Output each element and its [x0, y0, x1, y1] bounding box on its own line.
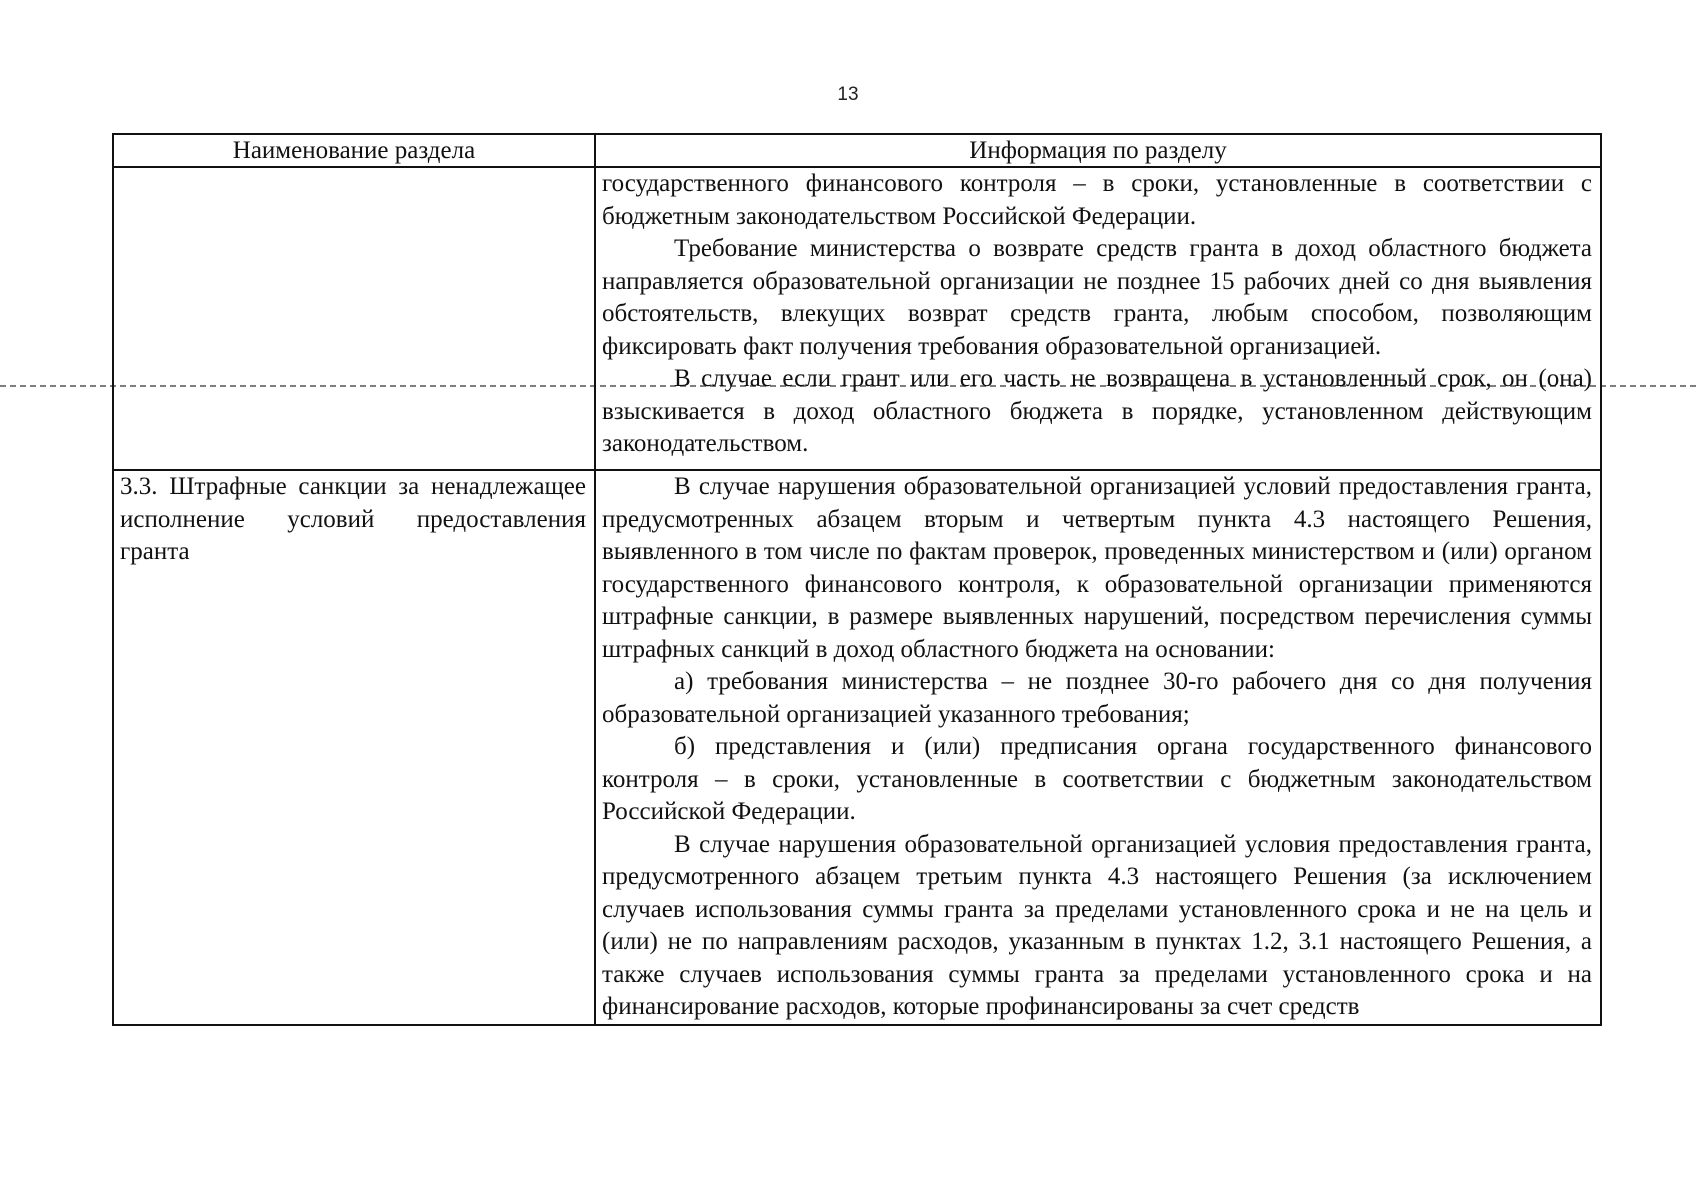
table-header-row — [113, 134, 1601, 167]
paragraph: Требование министерства о возврате средств гранта в доход областного бюджета направляется образовательной организации не позднее 15 рабочих дней со дня выявления обстоятельств, влекущих возврат средств гранта, любым способом, позволяющим фиксировать факт получения требования образовательной организацией. — [602, 235, 1592, 360]
paragraph: В случае нарушения образовательной организацией условий предоставления гранта, предусмотренных абзацем вторым и четвертым пункта 4.3 настоящего Решения, выявленного в том числе по фактам проверок, проведенных министерством и (или) органом государственного финансового контроля, к образовательной организации применяются штрафные санкции, в размере выявленных нарушений, посредством перечисления суммы штрафных санкций в доход областного бюджета на основании: — [602, 473, 1592, 663]
header-section-info: Информация по разделу — [595, 134, 1601, 167]
section-cell: 3.3. Штрафные санкции за ненадлежащее исполнение условий предоставления гранта — [113, 470, 595, 1025]
header-section-name: Наименование раздела — [113, 134, 595, 167]
table-row — [113, 470, 1601, 1025]
paragraph: В случае нарушения образовательной организацией условия предоставления гранта, предусмотренного абзацем третьим пункта 4.3 настоящего Решения (за исключением случаев использования суммы гранта за пределами установленного срока и не на цель и (или) не по направлениям расходов, указанным в пунктах 1.2, 3.1 настоящего Решения, а также случаев использования суммы гранта за пределами установленного срока и на финансирование расходов, которые профинансированы за счет средств — [602, 830, 1592, 1020]
paragraph: а) требования министерства – не позднее 30-го рабочего дня со дня получения образовательной организацией указанного требования; — [602, 668, 1592, 728]
info-cell — [595, 470, 1601, 1025]
page-number: 13 — [837, 84, 859, 105]
table-row — [113, 167, 1601, 470]
paragraph: б) представления и (или) предписания органа государственного финансового контроля – в сроки, установленные в соответствии с бюджетным законодательством Российской Федерации. — [602, 733, 1592, 825]
paragraph: В случае если грант или его часть не возвращена в установленный срок, он (она) взыскивается в доход областного бюджета в порядке, установленном действующим законодательством. — [602, 365, 1592, 457]
document-table — [112, 133, 1602, 1026]
info-cell — [595, 167, 1601, 470]
section-cell — [113, 167, 595, 470]
paragraph: государственного финансового контроля – в сроки, установленные в соответствии с бюджетным законодательством Российской Федерации. — [602, 170, 1592, 230]
